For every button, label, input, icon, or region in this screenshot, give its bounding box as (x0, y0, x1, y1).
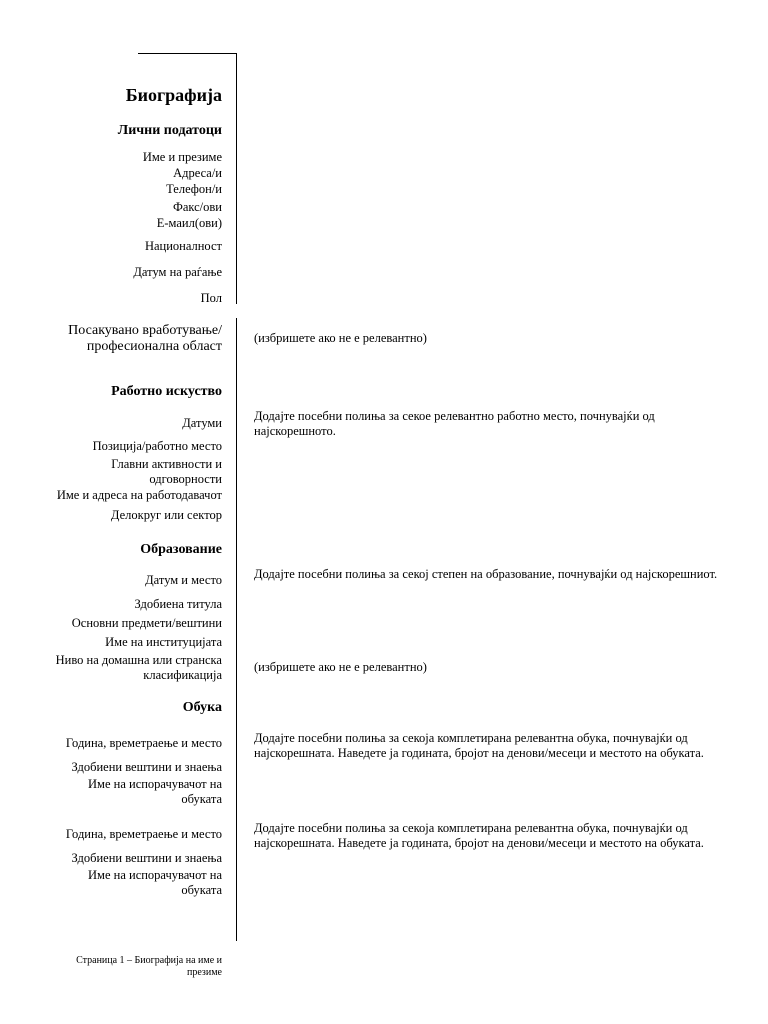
top-rule (138, 53, 237, 54)
desired-employment-label: Посакувано вработување/ професионална област (68, 323, 222, 354)
email-label: Е-маил(ови) (156, 216, 222, 230)
qualification-label: Здобиена титула (134, 597, 222, 611)
position-label: Позиција/работно место (92, 439, 222, 453)
nationality-label: Националност (144, 239, 222, 253)
subjects-label: Основни предмети/вештини (71, 616, 222, 630)
page-footer: Страница 1 – Биографија на име и презиме (76, 955, 222, 978)
education-date-place-label: Датум и место (145, 573, 222, 587)
training-instruction: Додајте посебни полиња за секоја комплетирана релевантна обука, почнувајќи од најскорешната. Наведете ја годината, бројот на денови/месеци и местото на обуката. (254, 821, 704, 850)
employer-label: Име и адреса на работодавачот (56, 488, 222, 502)
training-skills-label: Здобиени вештини и знаења (71, 760, 222, 774)
document-title: Биографија (125, 85, 222, 105)
training-year-label: Година, времетраење и место (65, 827, 222, 841)
training-heading: Обука (182, 700, 222, 715)
address-label: Адреса/и (173, 166, 222, 180)
work-instruction: Додајте посебни полиња за секое релевантно работно место, почнувајќи од најскорешното. (254, 409, 655, 438)
column-divider-main (236, 318, 237, 941)
education-note: (избришете ако не е релевантно) (254, 660, 427, 674)
training-skills-label: Здобиени вештини и знаења (71, 851, 222, 865)
birth-date-label: Датум на раѓање (133, 265, 222, 279)
training-year-label: Година, времетраење и место (65, 736, 222, 750)
training-provider-label: Име на испорачувачот на обуката (88, 868, 222, 897)
column-divider-top (236, 54, 237, 304)
training-provider-label: Име на испорачувачот на обуката (88, 777, 222, 806)
personal-info-heading: Лични податоци (117, 123, 222, 138)
desired-employment-note: (избришете ако не е релевантно) (254, 331, 427, 345)
training-instruction: Додајте посебни полиња за секоја комплетирана релевантна обука, почнувајќи од најскорешната. Наведете ја годината, бројот на денови/месеци и местото на обуката. (254, 731, 704, 760)
name-label: Име и презиме (142, 150, 222, 164)
gender-label: Пол (200, 291, 222, 305)
work-experience-heading: Работно искуство (111, 384, 222, 399)
institution-label: Име на институцијата (105, 635, 222, 649)
education-instruction: Додајте посебни полиња за секој степен на образование, почнувајќи од најскорешниот. (254, 567, 718, 581)
education-heading: Образование (140, 542, 222, 557)
activities-label: Главни активности и одговорности (111, 457, 222, 486)
work-dates-label: Датуми (182, 416, 222, 430)
sector-label: Делокруг или сектор (110, 508, 222, 522)
fax-label: Факс/ови (172, 200, 222, 214)
phone-label: Телефон/и (166, 182, 222, 196)
classification-level-label: Ниво на домашна или странска класификација (55, 653, 222, 682)
